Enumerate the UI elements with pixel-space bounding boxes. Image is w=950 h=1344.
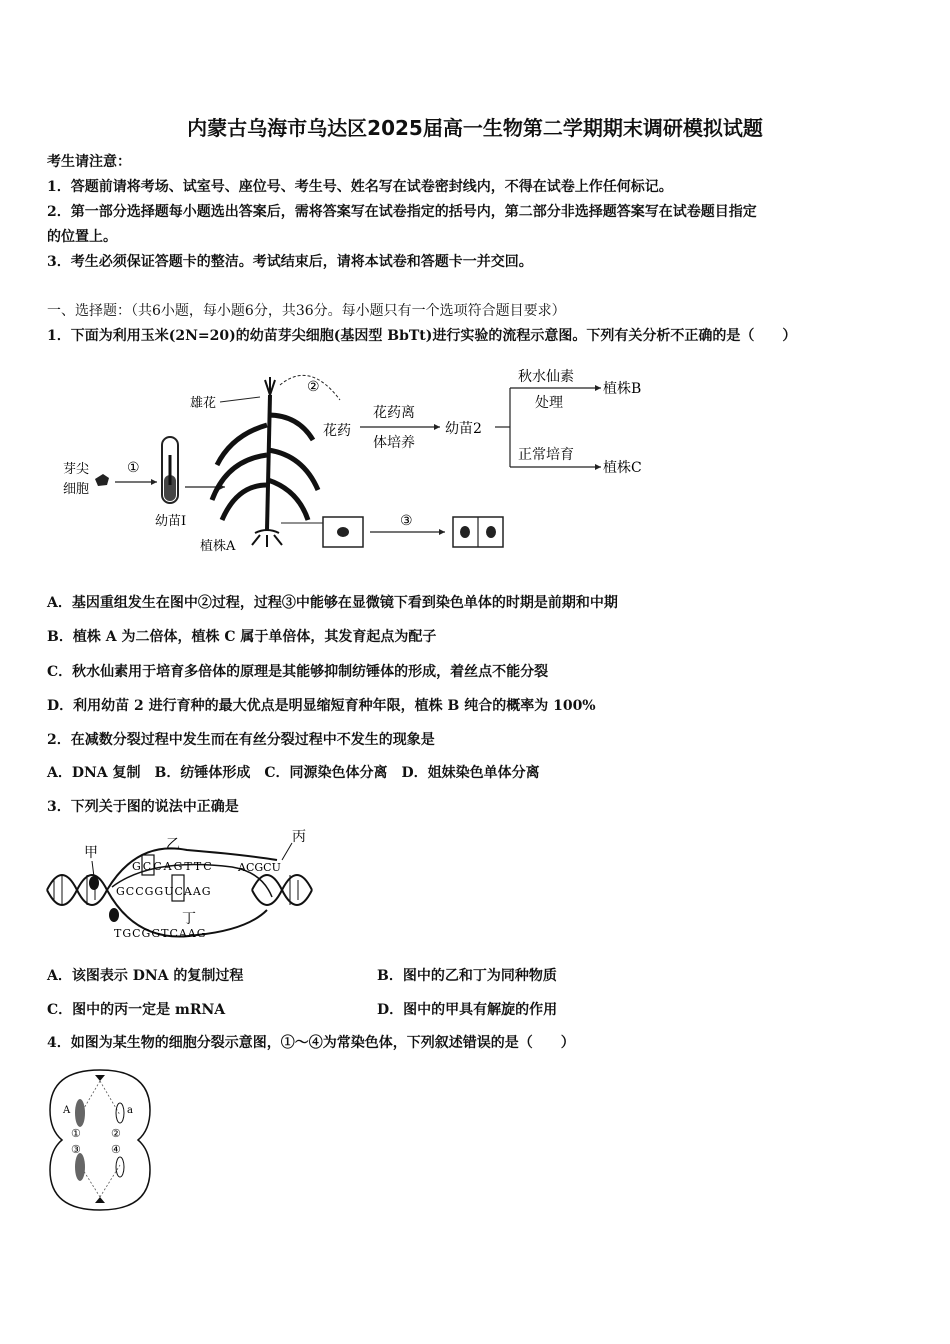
- male-flower-pointer: [220, 397, 260, 402]
- q3-option-c: C．图中的丙一定是 mRNA: [47, 1002, 226, 1018]
- chromosome-3: [75, 1153, 85, 1181]
- q3-transcription-figure: [42, 825, 317, 950]
- label-plantB: 植株B: [603, 381, 642, 397]
- notice-item-2-cont: 的位置上。: [47, 229, 117, 245]
- q3-option-d: D．图中的甲具有解旋的作用: [377, 1002, 558, 1018]
- dividing-cell-outline: [50, 1070, 150, 1210]
- q1-flowchart-figure: [55, 355, 695, 565]
- label-step2: ②: [307, 379, 320, 395]
- notice-heading: 考生请注意：: [47, 154, 131, 170]
- section-heading: 一、选择题：（共6小题，每小题6分，共36分。每小题只有一个选项符合题目要求）: [47, 303, 566, 319]
- label-seedling1: 幼苗Ⅰ: [155, 514, 187, 529]
- label-culture-1: 花药离: [373, 405, 415, 421]
- label-a: a: [127, 1105, 133, 1116]
- label-step3: ③: [400, 513, 413, 529]
- seq-rna-tail: ACGCU: [238, 861, 281, 874]
- notice-item-2: 2．第一部分选择题每小题选出答案后，需将答案写在试卷指定的括号内，第二部分非选择题答案写在试卷题目指定: [47, 204, 757, 220]
- question-3-stem: 3．下列关于图的说法中正确是: [47, 799, 239, 815]
- chromosome-1: [75, 1099, 85, 1127]
- label-seedling2: 幼苗2: [445, 421, 482, 437]
- label-A: A: [63, 1105, 71, 1116]
- label-n2: ②: [111, 1127, 121, 1140]
- centriole-top: [95, 1075, 105, 1081]
- q1-option-a: A．基因重组发生在图中②过程，过程③中能够在显微镜下看到染色单体的时期是前期和中期: [47, 595, 618, 611]
- q3-option-a: A．该图表示 DNA 的复制过程: [47, 968, 244, 984]
- question-2-stem: 2．在减数分裂过程中发生而在有丝分裂过程中不发生的现象是: [47, 732, 435, 748]
- chromosome-2: [116, 1103, 124, 1123]
- label-step1: ①: [127, 460, 140, 476]
- label-colchicine-2: 处理: [535, 395, 563, 411]
- label-plantC: 植株C: [603, 460, 642, 476]
- label-plantA: 植株A: [200, 539, 236, 554]
- label-bing: 丙: [292, 829, 306, 845]
- seq-bottom: TGCGGTCAAG: [114, 927, 207, 940]
- label-culture-2: 体培养: [373, 435, 415, 451]
- notice-item-3: 3．考生必须保证答题卡的整洁。考试结束后，请将本试卷和答题卡一并交回。: [47, 254, 533, 270]
- label-normal-growth: 正常培育: [518, 447, 574, 463]
- q1-option-c: C．秋水仙素用于培育多倍体的原理是其能够抑制纺锤体的形成，着丝点不能分裂: [47, 664, 549, 680]
- enzyme-jia: [89, 876, 99, 890]
- label-colchicine-1: 秋水仙素: [518, 369, 574, 385]
- question-1-stem: 1．下面为利用玉米(2N=20)的幼苗芽尖细胞(基因型 BbTt)进行实验的流程示意图。下列有关分析不正确的是（ ）: [47, 328, 797, 344]
- label-n3: ③: [71, 1143, 81, 1156]
- seq-top: GCCAGTTC: [132, 860, 214, 873]
- q1-option-d: D．利用幼苗 2 进行育种的最大优点是明显缩短育种年限，植株 B 纯合的概率为 100%: [47, 698, 596, 714]
- notice-item-1: 1．答题前请将考场、试室号、座位号、考生号、姓名写在试卷密封线内，不得在试卷上作任何标记。: [47, 179, 673, 195]
- chromosome-4: [116, 1157, 124, 1177]
- corn-plant: [212, 377, 318, 547]
- question-2-options: A．DNA 复制 B．纺锤体形成 C．同源染色体分离 D．姐妹染色单体分离: [47, 765, 540, 781]
- label-jia: 甲: [84, 845, 98, 861]
- centriole-bottom: [95, 1197, 105, 1203]
- q4-cell-division-figure: [45, 1065, 155, 1215]
- page-title: 内蒙古乌海市乌达区2025届高一生物第二学期期末调研模拟试题: [187, 116, 763, 140]
- bud-cell-shape: [95, 474, 109, 486]
- label-cell: 细胞: [63, 482, 90, 497]
- q3-option-b: B．图中的乙和丁为同种物质: [377, 968, 557, 984]
- label-n1: ①: [71, 1127, 81, 1140]
- question-4-stem: 4．如图为某生物的细胞分裂示意图，①～④为常染色体，下列叙述错误的是（ ）: [47, 1035, 575, 1051]
- label-male-flower: 雄花: [190, 396, 217, 411]
- label-n4: ④: [111, 1143, 121, 1156]
- q1-option-b: B．植株 A 为二倍体，植株 C 属于单倍体，其发育起点为配子: [47, 629, 437, 645]
- label-anther: 花药: [323, 423, 351, 439]
- label-ding: 丁: [182, 911, 196, 927]
- seq-mid: GCCGGUCAAG: [116, 885, 212, 898]
- label-yi: 乙: [166, 837, 180, 853]
- label-bud: 芽尖: [63, 462, 90, 477]
